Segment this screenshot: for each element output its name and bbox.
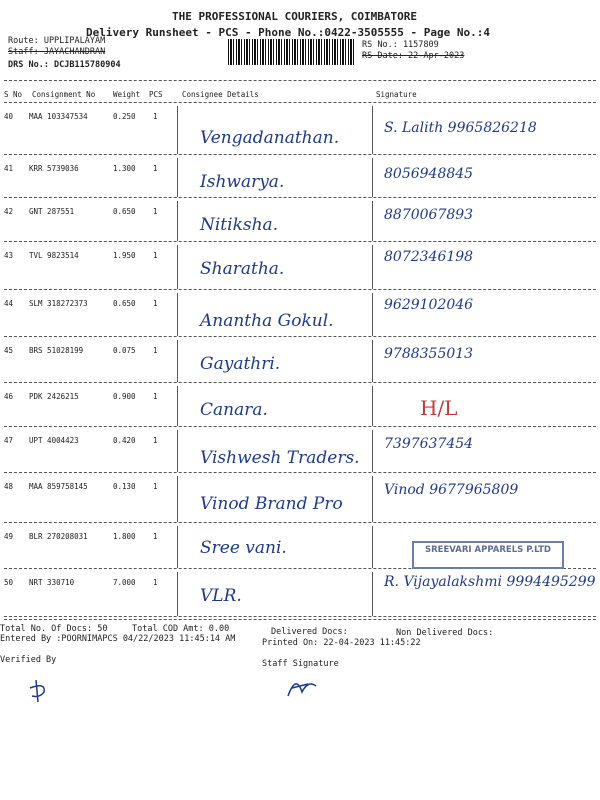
company-stamp: SREEVARI APPARELS P.LTD <box>412 541 564 569</box>
row-divider <box>4 241 596 242</box>
route-label: Route: UPPLIPALAYAM <box>8 36 106 46</box>
column-divider <box>177 526 178 568</box>
col-sno: S No <box>4 90 23 99</box>
row-signature: 9788355013 <box>384 346 474 362</box>
column-divider <box>372 293 373 336</box>
row-consignee: Sharatha. <box>200 259 285 279</box>
col-consignee: Consignee Details <box>182 90 259 99</box>
column-divider <box>372 526 373 568</box>
row-sno: 45 <box>4 346 14 355</box>
rs-date: RS Date: 22-Apr-2023 <box>362 51 465 61</box>
printed-on: Printed On: 22-04-2023 11:45:22 <box>262 638 421 648</box>
row-weight: 1.300 <box>113 164 136 173</box>
row-consignment: SLM 318272373 <box>29 299 88 308</box>
row-consignee: Canara. <box>200 400 268 420</box>
column-divider <box>372 245 373 289</box>
row-weight: 0.650 <box>113 299 136 308</box>
column-divider <box>177 245 178 289</box>
column-divider <box>177 476 178 522</box>
row-divider <box>4 154 596 155</box>
row-sno: 40 <box>4 112 14 121</box>
column-divider <box>372 476 373 522</box>
row-consignee: Vinod Brand Pro <box>200 494 343 514</box>
row-consignment: PDK 2426215 <box>29 392 79 401</box>
table-row <box>0 201 600 241</box>
entered-by: Entered By :POORNIMAPCS 04/22/2023 11:45:14 AM <box>0 634 236 644</box>
row-sno: 47 <box>4 436 14 445</box>
row-consignment: UPT 4004423 <box>29 436 79 445</box>
row-consignee: VLR. <box>200 586 242 606</box>
row-pcs: 1 <box>153 392 158 401</box>
table-row <box>0 293 600 336</box>
col-weight: Weight <box>113 90 141 99</box>
row-pcs: 1 <box>153 299 158 308</box>
rs-number: RS No.: 1157809 <box>362 40 439 50</box>
row-pcs: 1 <box>153 207 158 216</box>
row-sno: 44 <box>4 299 14 308</box>
row-signature: H/L <box>420 396 458 420</box>
col-pcs: PCS <box>149 90 163 99</box>
column-divider <box>372 572 373 616</box>
row-signature: 8056948845 <box>384 166 474 182</box>
row-divider <box>4 426 596 427</box>
column-divider <box>372 340 373 382</box>
row-signature: 7397637454 <box>384 436 474 452</box>
staff-signature-mark <box>282 672 332 702</box>
row-divider <box>4 336 596 337</box>
row-consignment: KRR 5739036 <box>29 164 79 173</box>
row-divider <box>4 616 596 617</box>
company-name: THE PROFESSIONAL COURIERS, COIMBATORE <box>172 10 418 23</box>
divider <box>4 102 596 103</box>
column-divider <box>372 386 373 426</box>
row-divider <box>4 382 596 383</box>
row-consignee: Vishwesh Traders. <box>200 448 360 468</box>
row-signature: 8072346198 <box>384 249 474 265</box>
row-consignee: Sree vani. <box>200 538 287 558</box>
row-pcs: 1 <box>153 482 158 491</box>
row-pcs: 1 <box>153 251 158 260</box>
row-pcs: 1 <box>153 112 158 121</box>
column-divider <box>372 430 373 472</box>
table-row <box>0 430 600 472</box>
row-signature: R. Vijayalakshmi 9994495299 <box>384 574 596 590</box>
delivered-docs: Delivered Docs: <box>271 627 348 637</box>
row-consignment: TVL 9823514 <box>29 251 79 260</box>
column-divider <box>177 340 178 382</box>
row-signature: 8870067893 <box>384 207 474 223</box>
row-sno: 49 <box>4 532 14 541</box>
column-divider <box>177 106 178 154</box>
total-docs: Total No. Of Docs: 50 <box>0 624 108 634</box>
column-divider <box>372 201 373 241</box>
row-pcs: 1 <box>153 532 158 541</box>
row-weight: 0.075 <box>113 346 136 355</box>
table-row <box>0 476 600 522</box>
row-divider <box>4 522 596 523</box>
row-divider <box>4 472 596 473</box>
column-divider <box>372 158 373 197</box>
row-consignment: BRS 51028199 <box>29 346 84 355</box>
column-divider <box>177 201 178 241</box>
row-weight: 0.900 <box>113 392 136 401</box>
row-consignment: GNT 287551 <box>29 207 75 216</box>
staff-label: Staff: JAYACHANDRAN <box>8 47 106 57</box>
barcode <box>228 39 356 65</box>
row-divider <box>4 289 596 290</box>
row-consignee: Nitiksha. <box>200 215 279 235</box>
row-pcs: 1 <box>153 578 158 587</box>
drs-number: DRS No.: DCJB115780904 <box>8 60 121 70</box>
table-row <box>0 572 600 616</box>
row-consignee: Vengadanathan. <box>200 128 340 148</box>
row-signature: S. Lalith 9965826218 <box>384 120 537 136</box>
row-consignee: Ishwarya. <box>200 172 285 192</box>
col-consignment: Consignment No <box>32 90 96 99</box>
row-consignment: MAA 103347534 <box>29 112 88 121</box>
row-consignment: MAA 859758145 <box>29 482 88 491</box>
row-pcs: 1 <box>153 346 158 355</box>
divider <box>4 619 596 620</box>
row-sno: 50 <box>4 578 14 587</box>
row-signature: Vinod 9677965809 <box>384 482 519 498</box>
non-delivered-docs: Non Delivered Docs: <box>396 628 494 638</box>
table-row <box>0 340 600 382</box>
column-divider <box>177 293 178 336</box>
verified-by: Verified By <box>0 655 57 665</box>
row-pcs: 1 <box>153 164 158 173</box>
row-sno: 48 <box>4 482 14 491</box>
row-divider <box>4 197 596 198</box>
row-weight: 0.130 <box>113 482 136 491</box>
staff-signature-label: Staff Signature <box>262 659 339 669</box>
column-divider <box>372 106 373 154</box>
table-row <box>0 106 600 154</box>
row-weight: 0.420 <box>113 436 136 445</box>
column-divider <box>177 430 178 472</box>
row-weight: 7.000 <box>113 578 136 587</box>
row-consignee: Anantha Gokul. <box>200 311 334 331</box>
column-divider <box>177 386 178 426</box>
row-weight: 1.950 <box>113 251 136 260</box>
row-weight: 0.650 <box>113 207 136 216</box>
row-sno: 42 <box>4 207 14 216</box>
row-consignment: BLR 270208031 <box>29 532 88 541</box>
table-row <box>0 158 600 197</box>
row-consignment: NRT 330710 <box>29 578 75 587</box>
row-weight: 1.800 <box>113 532 136 541</box>
col-signature: Signature <box>376 90 417 99</box>
total-cod: Total COD Amt: 0.00 <box>132 624 230 634</box>
row-signature: 9629102046 <box>384 297 474 313</box>
divider <box>4 80 596 81</box>
runsheet-subtitle: Delivery Runsheet - PCS - Phone No.:0422-3505555 - Page No.:4 <box>86 26 490 39</box>
row-consignee: Gayathri. <box>200 354 281 374</box>
table-row <box>0 386 600 426</box>
row-pcs: 1 <box>153 436 158 445</box>
verifier-signature <box>26 676 66 706</box>
row-sno: 41 <box>4 164 14 173</box>
column-divider <box>177 158 178 197</box>
column-divider <box>177 572 178 616</box>
row-weight: 0.250 <box>113 112 136 121</box>
table-row <box>0 245 600 289</box>
row-sno: 46 <box>4 392 14 401</box>
row-sno: 43 <box>4 251 14 260</box>
